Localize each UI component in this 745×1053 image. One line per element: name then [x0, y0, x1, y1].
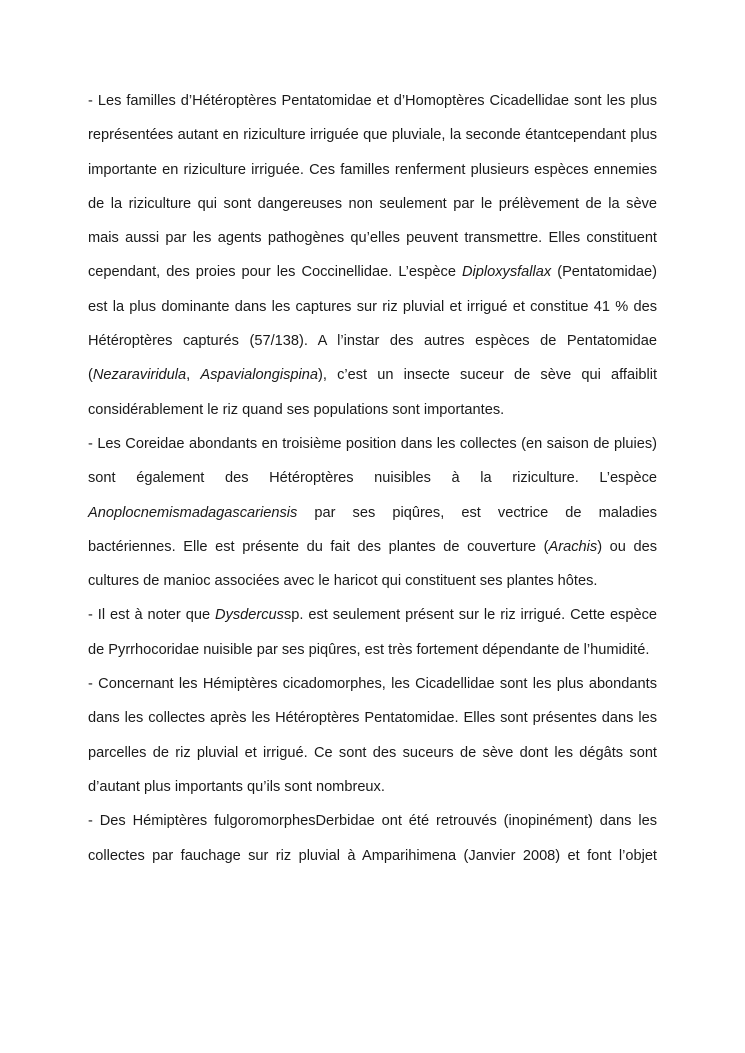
species-name: Anoplocnemismadagascariensis [88, 504, 298, 521]
species-name: Nezaraviridula [92, 367, 187, 384]
plant-name: Arachis [548, 538, 598, 555]
paragraph-pentatomidae [88, 84, 657, 427]
text-segment: ), c’est un insecte suceur de sève qui affaiblit considérablement le riz quand ses populations sont importantes. [88, 367, 657, 418]
body-text [88, 84, 657, 873]
text-segment: (Pentatomidae) est la plus dominante dans les captures sur riz pluvial et irrigué et constitue 41 % des Hétéroptères capturés (57/138). A l’instar des autres espèces de Pentatomidae ( [88, 264, 657, 384]
text-segment: - Il est à noter que [88, 607, 216, 624]
paragraph-dysdercus [88, 598, 657, 667]
text-segment: , [186, 367, 201, 384]
text-segment: ) ou des cultures de manioc associées avec le haricot qui constituent ses plantes hôtes. [88, 538, 658, 590]
species-name: Aspavialongispina [200, 367, 319, 384]
text-segment: - Les Coreidae abondants en troisième position dans les collectes (en saison de pluies) sont également des Hétéroptères nuisibles à la riziculture. L’espèce [88, 435, 657, 487]
species-name: Diploxysfallax [461, 264, 552, 281]
text-segment: par ses piqûres, est vectrice de maladies bactériennes. Elle est présente du fait des plantes de couverture ( [88, 504, 657, 555]
text-segment: - Les familles d’Hétéroptères Pentatomidae et d’Homoptères Cicadellidae sont les plus représentées autant en riziculture irriguée que pluviale, la seconde étantcependant plus importante en riziculture irriguée. Ces familles renferment plusieurs espèces ennemies de la riziculture qui sont dangereuses non seulement par le prélèvement de la sève mais aussi par les agents pathogènes qu’elles peuvent transmettre. Elles constituent cependant, des proies pour les Coccinellidae. L’espèce [88, 93, 657, 281]
paragraph-coreidae [88, 427, 657, 598]
text-segment: sp. est seulement présent sur le riz irrigué. Cette espèce de Pyrrhocoridae nuisible par ses piqûres, est très fortement dépendante de l’humidité. [88, 607, 657, 658]
text-segment: - Des Hémiptères fulgoromorphesDerbidae ont été retrouvés (inopinément) dans les collectes par fauchage sur riz pluvial à Amparihimena (Janvier 2008) et font l’objet [88, 813, 657, 864]
text-segment: - Concernant les Hémiptères cicadomorphes, les Cicadellidae sont les plus abondants dans les collectes après les Hétéroptères Pentatomidae. Elles sont présentes dans les parcelles de riz pluvial et irrigué. Ce sont des suceurs de sève dont les dégâts sont d’autant plus importants qu’ils sont nombreux. [88, 676, 657, 795]
paragraph-cicadellidae [88, 667, 657, 804]
paragraph-derbidae [88, 804, 657, 873]
species-name: Dysdercus [215, 607, 284, 624]
